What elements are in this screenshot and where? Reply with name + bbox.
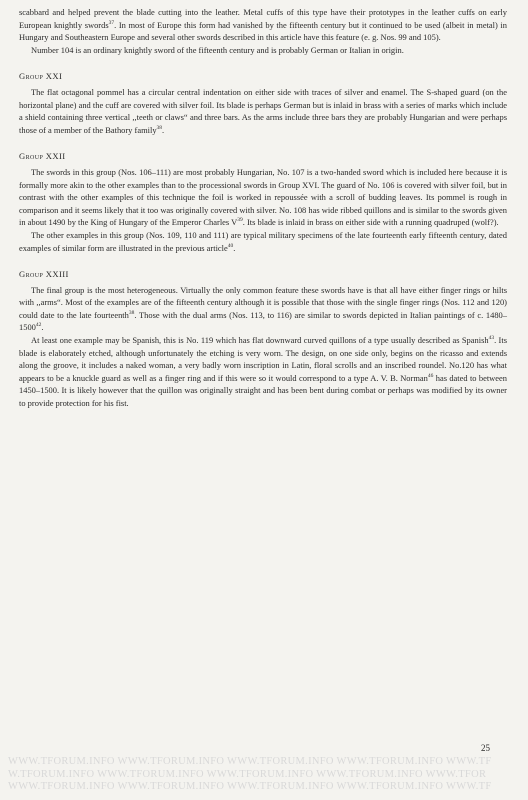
watermark bbox=[8, 756, 528, 794]
text-run: . In most of Europe this form had vanished by the fifteenth century but it continued to be used (albeit in metal) in Hungary and Southeastern Europe and several other swords described in this article have this feature (e. g. Nos. 99 and 105). bbox=[19, 19, 507, 43]
footnote-ref: 37 bbox=[108, 19, 115, 26]
group-22-heading: Group XXII bbox=[19, 151, 66, 162]
group-23-paragraph-2 bbox=[19, 334, 507, 410]
text-run: The swords in this group (Nos. 106–111) are most probably Hungarian, No. 107 is a two-handed sword which is included here because it is formally more akin to the other examples than to the processional swords in Group XVI. The guard of No. 106 is covered with silver foil, but in contrast with the other examples of this technique the foil is worked in repoussée with a scroll of budding leaves. Its pommel is rough in comparison and it seems likely that it too was originally covered with silver. No. 108 has wide ribbed quillons and is similar to the swords given in about 1490 by the King of Hungary of the Emperor Charles V bbox=[19, 166, 507, 228]
text-run: . Those with the dual arms (Nos. 113, to 116) are similar to swords depicted in Italian paintings of c. 1480–1500 bbox=[19, 309, 507, 333]
text-run: The flat octagonal pommel has a circular central indentation on either side with traces of silver and enamel. The S-shaped guard (on the horizontal plane) and the cuff are covered with silver foil. Its blade is perhaps German but is inlaid in brass with a series of marks which include a shield containing three vertical ,,teeth or claws“ and three bars. As the arms include three bars they are probably Hungarian and were perhaps those of a member of the Bathory family bbox=[19, 86, 507, 135]
footnote-ref: 40 bbox=[227, 242, 234, 249]
text-run: . bbox=[162, 124, 165, 135]
group-23-heading: Group XXIII bbox=[19, 269, 69, 280]
group-21-heading: Group XXI bbox=[19, 71, 63, 82]
group-23-paragraph-1 bbox=[19, 284, 507, 334]
watermark-line: WWW.TFORUM.INFO WWW.TFORUM.INFO WWW.TFORUM.INFO WWW.TFORUM.INFO WWW.TF bbox=[8, 781, 492, 792]
intro-paragraph-2: Number 104 is an ordinary knightly sword of the fifteenth century and is probably German or Italian in origin. bbox=[31, 44, 404, 55]
text-run: At least one example may be Spanish, this is No. 119 which has flat downward curved quillons of a type usually described as Spanish bbox=[31, 335, 489, 346]
footnote-ref: 43 bbox=[488, 335, 495, 342]
footnote-ref: 38 bbox=[156, 124, 163, 131]
text-run: . bbox=[233, 242, 236, 253]
footnote-ref: 46 bbox=[427, 373, 434, 380]
page-number: 25 bbox=[481, 743, 490, 753]
text-run: . bbox=[41, 322, 44, 333]
watermark-line: W.TFORUM.INFO WWW.TFORUM.INFO WWW.TFORUM.INFO WWW.TFORUM.INFO WWW.TFOR bbox=[8, 768, 487, 780]
text-run: has dated to between 1450–1500. It is likely however that the quillon was originally straight and has been bent during combat or perhaps was modified by its owner to provide protection for his fist. bbox=[19, 372, 507, 409]
group-22-paragraph-2 bbox=[19, 229, 507, 254]
group-21-paragraph bbox=[19, 86, 507, 136]
text-run: The other examples in this group (Nos. 109, 110 and 111) are typical military specimens of the late fourteenth early fifteenth century, dated examples of similar form are illustrated in the previous article bbox=[19, 229, 507, 253]
body-text bbox=[19, 6, 507, 410]
text-run: . Its blade is elaborately etched, although unfortunately the etching is very worn. The design, on one side only, begins on the ricasso and extends along the groove, it includes a naked woman, a very badly worn inscription in Latin, floral scrolls and an inscribed roundel. No.120 has what appears to be a knuckle guard as well as a finger ring and if this were so it would correspond to a type A. V. B. Norman bbox=[19, 335, 507, 383]
text-run: scabbard and helped prevent the blade cutting into the leather. Metal cuffs of this type have their prototypes in the leather cuffs on early European knightly swords bbox=[19, 7, 507, 30]
watermark-line: WWW.TFORUM.INFO WWW.TFORUM.INFO WWW.TFORUM.INFO WWW.TFORUM.INFO WWW.TF bbox=[8, 756, 492, 767]
group-22-paragraph-1 bbox=[19, 166, 507, 229]
text-run: . Its blade is inlaid in brass on either side with a running quadruped (wolf?). bbox=[242, 217, 499, 228]
text-run: The final group is the most heterogeneous. Virtually the only common feature these swords have is that all have either finger rings or hilts with ,,arms“. Most of the examples are of the fifteenth century although it is possible that those with the single finger rings (Nos. 112 and 120) could date to the late fourteenth bbox=[19, 284, 507, 320]
footnote-ref: 42 bbox=[35, 322, 42, 329]
footnote-ref: 38 bbox=[128, 310, 135, 317]
intro-paragraph-1 bbox=[19, 6, 507, 44]
footnote-ref: 39 bbox=[237, 217, 243, 224]
